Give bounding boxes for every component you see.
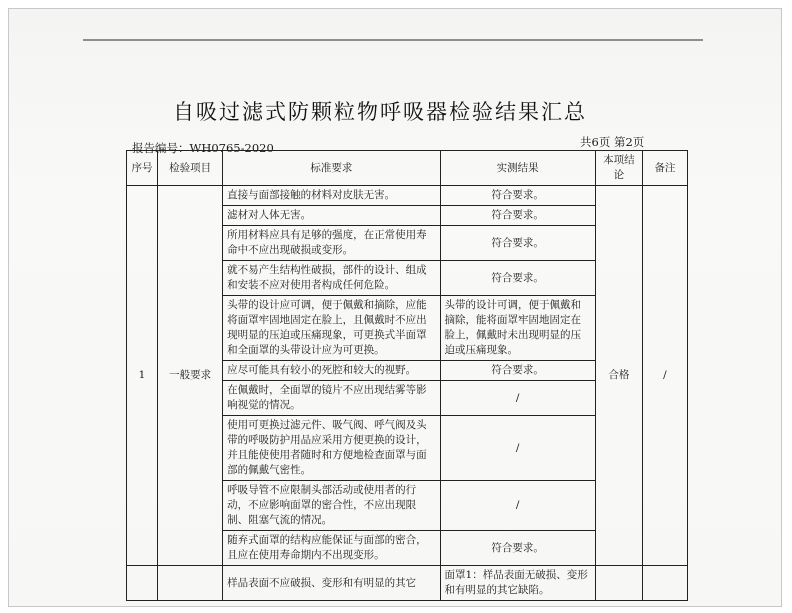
header-note: 备注: [642, 151, 687, 186]
row-result: 符合要求。: [440, 186, 595, 206]
row-result: /: [440, 416, 595, 481]
row-standard: 呼吸导管不应限制头部活动或使用者的行动，不应影响面罩的密合性，不应出现限制、阻塞气流的情况。: [223, 481, 440, 531]
row-result: 面罩1：样品表面无破损、变形和有明显的其它缺陷。: [440, 566, 595, 601]
row-standard: 在佩戴时，全面罩的镜片不应出现结雾等影响视觉的情况。: [223, 381, 440, 416]
header-no: 序号: [127, 151, 158, 186]
header-item: 检验项目: [158, 151, 223, 186]
page-info: 共6页 第2页: [580, 135, 645, 149]
row-standard: 随弃式面罩的结构应能保证与面部的密合，且应在使用寿命期内不出现变形。: [223, 531, 440, 566]
row-standard: 所用材料应具有足够的强度，在正常使用寿命中不应出现破损或变形。: [223, 226, 440, 261]
row-standard: 使用可更换过滤元件、吸气阀、呼气阀及头带的呼吸防护用品应采用方便更换的设计，并且能使使用者随时和方便地检查面罩与面部的佩戴气密性。: [223, 416, 440, 481]
row-result: 符合要求。: [440, 531, 595, 566]
row-standard: 样品表面不应破损、变形和有明显的其它: [223, 566, 440, 601]
row-result: 符合要求。: [440, 226, 595, 261]
document-title: 自吸过滤式防颗粒物呼吸器检验结果汇总: [173, 100, 587, 124]
row-result: 符合要求。: [440, 261, 595, 296]
table-row-partial: [127, 566, 688, 601]
results-table: [126, 150, 688, 601]
row-result: 符合要求。: [440, 361, 595, 381]
group-note: /: [642, 186, 687, 566]
header-standard: 标准要求: [223, 151, 440, 186]
header-result: 实测结果: [440, 151, 595, 186]
row-result: /: [440, 481, 595, 531]
header-conclusion: 本项结论: [595, 151, 642, 186]
row-standard: 应尽可能具有较小的死腔和较大的视野。: [223, 361, 440, 381]
row-result: /: [440, 381, 595, 416]
group-conclusion: 合格: [595, 186, 642, 566]
top-rule: [83, 39, 703, 41]
group-item: 一般要求: [158, 186, 223, 566]
row-result: 头带的设计可调，便于佩戴和摘除，能将面罩牢固地固定在脸上，佩戴时未出现明显的压迫或压痛现象。: [440, 296, 595, 361]
row-result: 符合要求。: [440, 206, 595, 226]
row-standard: 头带的设计应可调，便于佩戴和摘除，应能将面罩牢固地固定在脸上，且佩戴时不应出现明显的压迫或压痛现象，可更换式半面罩和全面罩的头带设计应为可更换。: [223, 296, 440, 361]
report-number: 报告编号：WH0765-2020: [132, 141, 274, 155]
row-standard: 滤材对人体无害。: [223, 206, 440, 226]
group-number: 1: [127, 186, 158, 566]
row-standard: 直接与面部接触的材料对皮肤无害。: [223, 186, 440, 206]
table-row: [127, 186, 688, 206]
row-standard: 就不易产生结构性破损，部件的设计、组成和安装不应对使用者构成任何危险。: [223, 261, 440, 296]
table-header-row: [127, 151, 688, 186]
